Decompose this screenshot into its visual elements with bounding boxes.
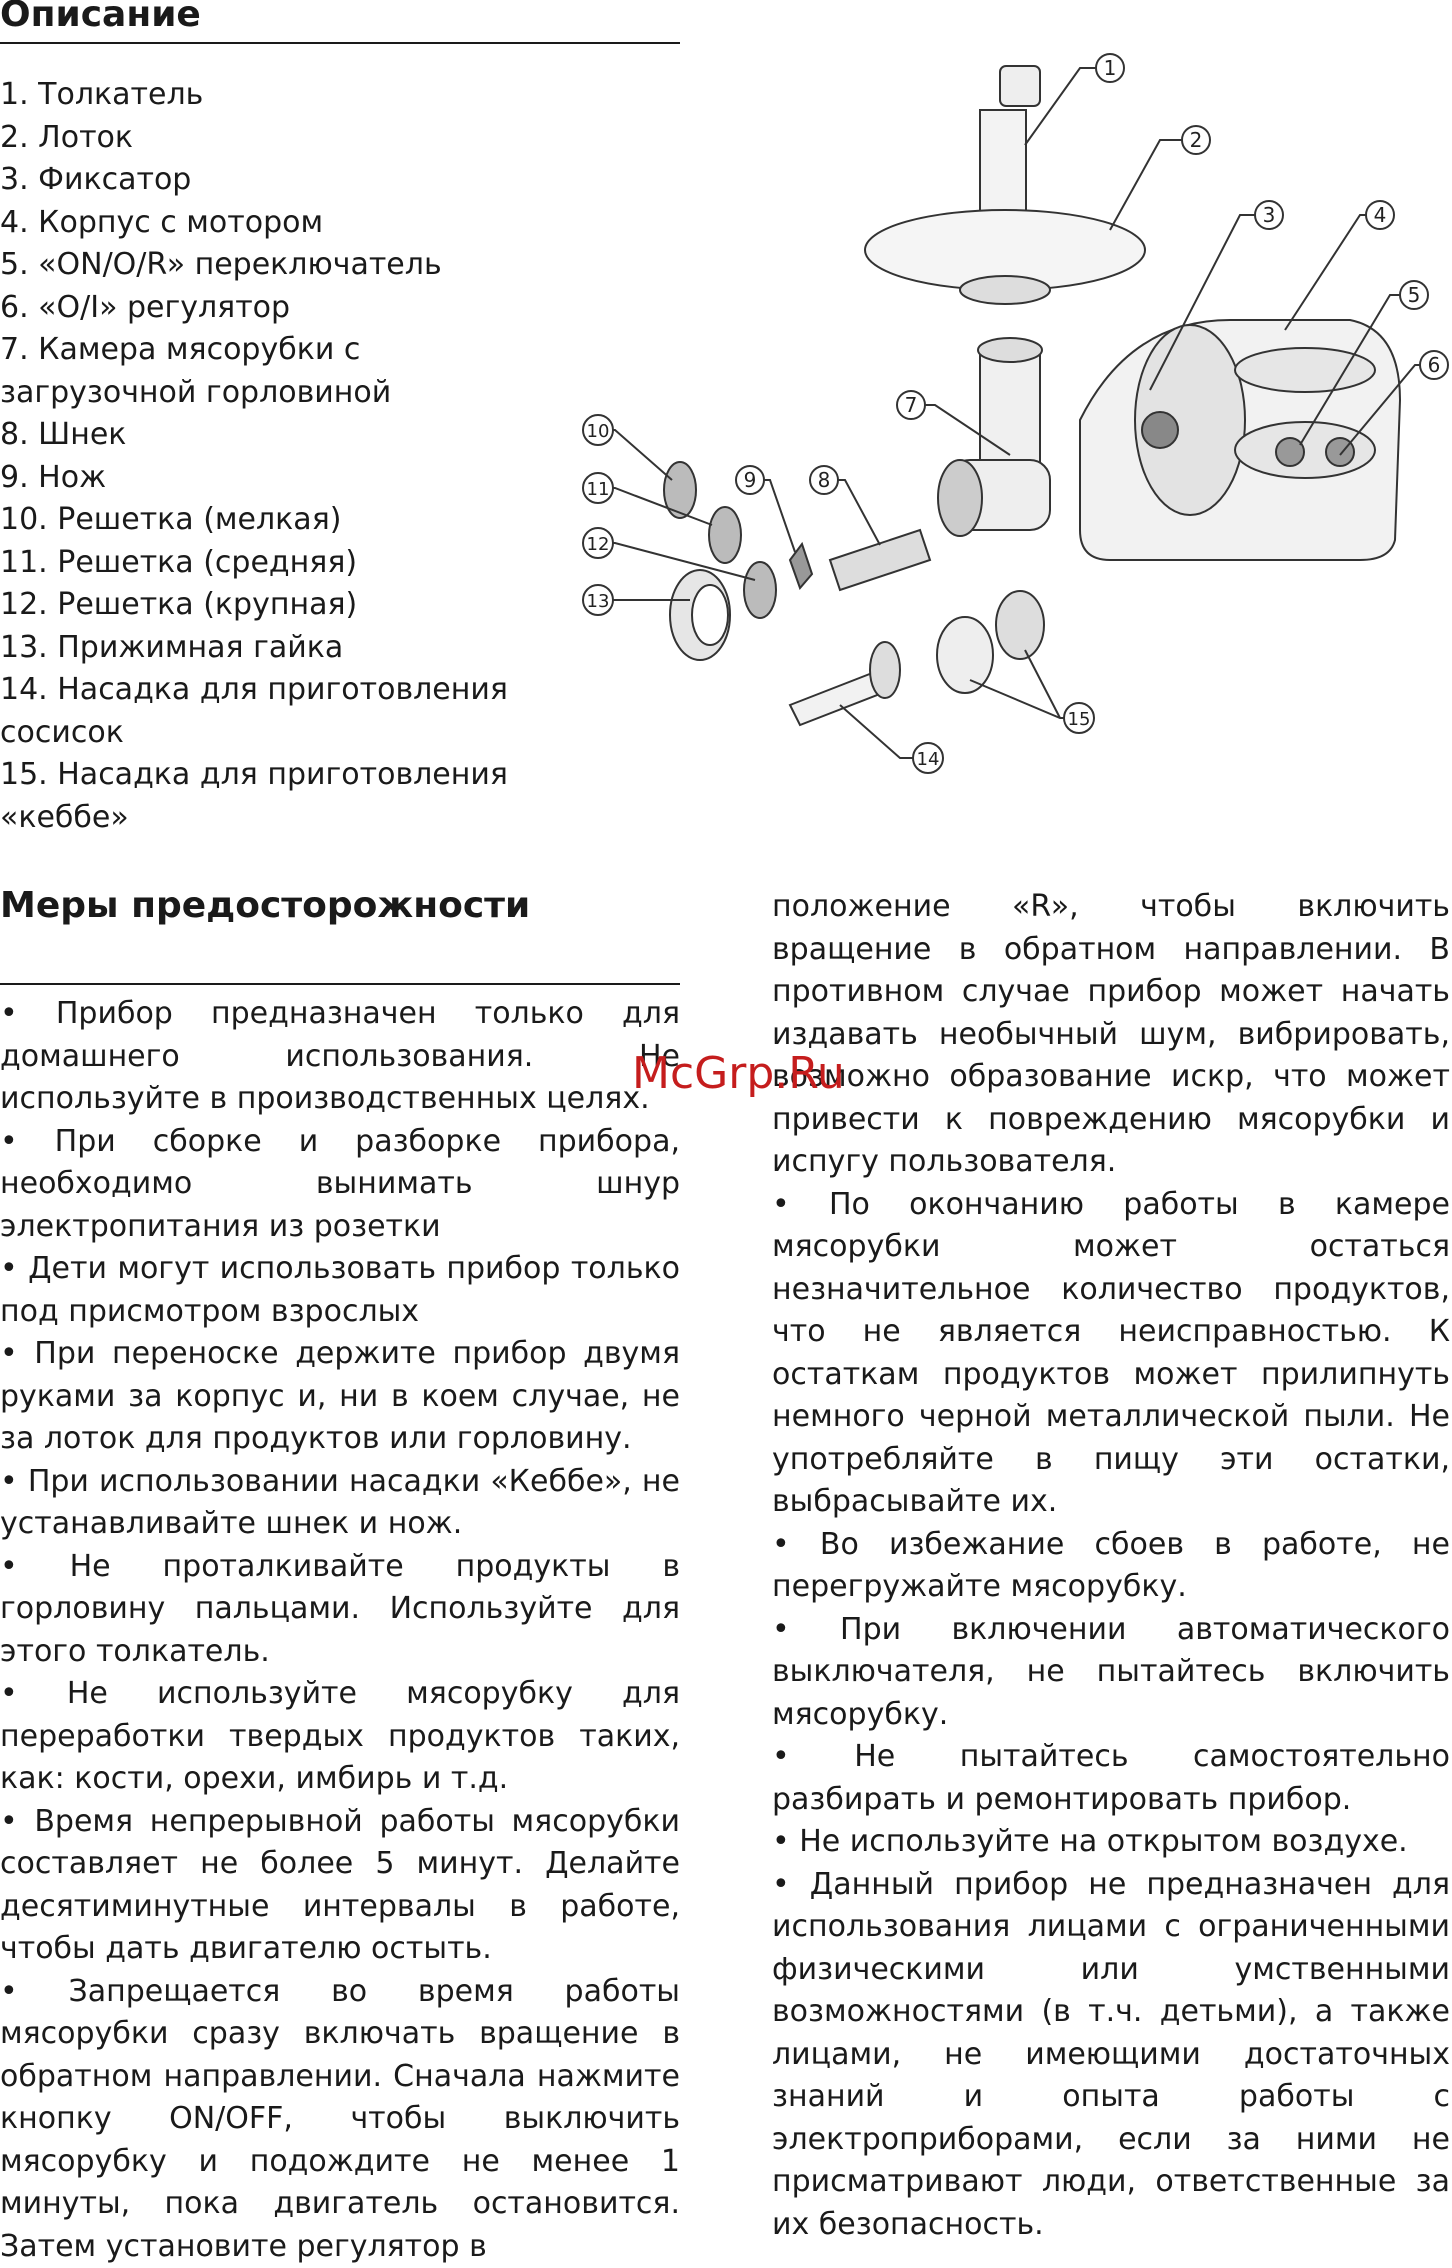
watermark: McGrp.Ru (632, 1048, 845, 1099)
precautions-left-column (0, 993, 680, 2268)
precaution-item: • При сборке и разборке прибора, необходимо вынимать шнур электропитания из розетки (0, 1121, 680, 1249)
callout-12: 12 (587, 534, 610, 555)
precautions-right-column (772, 886, 1450, 2246)
callout-7: 7 (905, 393, 918, 417)
callout-9: 9 (744, 468, 757, 492)
precaution-item: • Дети могут использовать прибор только под присмотром взрослых (0, 1248, 680, 1333)
precautions-title: Меры предосторожности (0, 885, 530, 926)
precaution-item: • При переноске держите прибор двумя руками за корпус и, ни в коем случае, не за лоток для продуктов или горловину. (0, 1333, 680, 1461)
callout-5: 5 (1408, 283, 1421, 307)
precaution-item: • Прибор предназначен только для домашнего использования. Не используйте в производственных целях. (0, 993, 680, 1121)
precaution-item: • Не проталкивайте продукты в горловину пальцами. Используйте для этого толкатель. (0, 1546, 680, 1674)
precaution-item: • Не пытайтесь самостоятельно разбирать и ремонтировать прибор. (772, 1736, 1450, 1821)
callout-2: 2 (1190, 128, 1203, 152)
callout-8: 8 (818, 468, 831, 492)
precaution-item: • При использовании насадки «Кеббе», не устанавливайте шнек и нож. (0, 1461, 680, 1546)
list-item: 9. Нож (0, 457, 540, 500)
precaution-item: • Время непрерывной работы мясорубки составляет не более 5 минут. Делайте десятиминутные интервалы в работе, чтобы дать двигателю остыть. (0, 1801, 680, 1971)
callout-13: 13 (587, 591, 610, 612)
list-item: 4. Корпус с мотором (0, 202, 540, 245)
precaution-item: • Во избежание сбоев в работе, не перегружайте мясорубку. (772, 1524, 1450, 1609)
list-item: 6. «O/I» регулятор (0, 287, 540, 330)
precautions-underline (0, 983, 680, 985)
precaution-item: • При включении автоматического выключателя, не пытайтесь включить мясорубку. (772, 1609, 1450, 1737)
list-item: 2. Лоток (0, 117, 540, 160)
list-item: 1. Толкатель (0, 74, 540, 117)
list-item: 3. Фиксатор (0, 159, 540, 202)
callout-10: 10 (587, 421, 610, 442)
callout-4: 4 (1374, 203, 1387, 227)
title-underline (0, 42, 680, 44)
callout-1: 1 (1104, 56, 1117, 80)
list-item: 14. Насадка для приготовления сосисок (0, 669, 540, 754)
precaution-item: • Не используйте мясорубку для переработки твердых продуктов таких, как: кости, орехи, имбирь и т.д. (0, 1673, 680, 1801)
callout-11: 11 (587, 479, 610, 500)
list-item: 7. Камера мясорубки с загрузочной горловиной (0, 329, 540, 414)
description-title: Описание (0, 0, 201, 35)
precaution-item: положение «R», чтобы включить вращение в обратном направлении. В противном случае прибор может начать издавать необычный шум, вибрировать, возможно образование искр, что может привести к повреждению мясорубки и испугу пользователя. (772, 886, 1450, 1184)
precaution-item: • Не используйте на открытом воздухе. (772, 1821, 1450, 1864)
callout-3: 3 (1263, 203, 1276, 227)
precaution-item: • Данный прибор не предназначен для использования лицами с ограниченными физическими или умственными возможностями (в т.ч. детьми), а также лицами, не имеющими достаточных знаний и опыта работы с электроприборами, если за ними не присматривают люди, ответственные за их безопасность. (772, 1864, 1450, 2247)
list-item: 8. Шнек (0, 414, 540, 457)
list-item: 11. Решетка (средняя) (0, 542, 540, 585)
precaution-item: • Запрещается во время работы мясорубки сразу включать вращение в обратном направлении. Сначала нажмите кнопку ON/OFF, чтобы выключить мясорубку и подождите не менее 1 минуты, пока двигатель остановится. Затем установите регулятор в (0, 1971, 680, 2268)
list-item: 5. «ON/O/R» переключатель (0, 244, 540, 287)
parts-list (0, 74, 540, 839)
list-item: 15. Насадка для приготовления «кеббе» (0, 754, 540, 839)
precaution-item: • По окончанию работы в камере мясорубки может остаться незначительное количество продуктов, что не является неисправностью. К остаткам продуктов может прилипнуть немного черной металлической пыли. Не употребляйте в пищу эти остатки, выбрасывайте их. (772, 1184, 1450, 1524)
callout-14: 14 (917, 749, 940, 770)
list-item: 13. Прижимная гайка (0, 627, 540, 670)
list-item: 12. Решетка (крупная) (0, 584, 540, 627)
callout-6: 6 (1428, 353, 1441, 377)
meat-grinder-exploded-diagram (570, 50, 1452, 790)
callout-15: 15 (1068, 709, 1091, 730)
list-item: 10. Решетка (мелкая) (0, 499, 540, 542)
